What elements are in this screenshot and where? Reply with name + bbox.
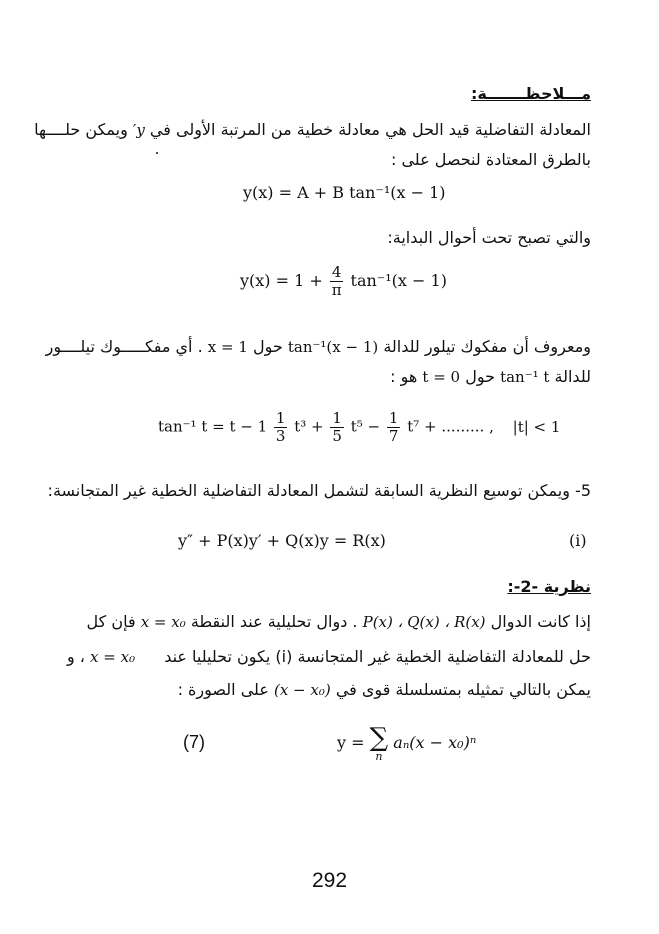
series-f3-den: 7 xyxy=(388,427,399,445)
series-f3-num: 1 xyxy=(388,409,399,427)
note-line4-c: . أي مفكـــــوك تيلــــور xyxy=(45,337,203,356)
series-t5: t⁵ − xyxy=(350,417,381,436)
theorem-p1-c: فإن كل xyxy=(86,612,136,631)
note-line5-b: حول xyxy=(465,367,495,386)
series-f2-den: 5 xyxy=(332,427,342,445)
theorem-p1-a: إذا كانت الدوال xyxy=(490,612,591,631)
note-line3: والتي تصبح تحت أحوال البداية: xyxy=(387,228,591,247)
eq2-lhs: y(x) = 1 + xyxy=(240,271,323,290)
eq2-rhs: tan⁻¹(x − 1) xyxy=(350,271,447,290)
theorem-line1 xyxy=(87,612,592,631)
item5-text: 5- ويمكن توسيع النظرية السابقة لتشمل المعادلة التفاضلية الخطية غير المتجانسة: xyxy=(47,481,591,500)
sigma-glyph: ∑ xyxy=(369,723,389,753)
series-frac-2 xyxy=(330,410,344,445)
taylor-series xyxy=(158,410,560,445)
note-line5-pt: t = 0 xyxy=(422,368,461,386)
theorem-p3-term: (x − x₀) xyxy=(273,681,331,699)
theorem-p1-f: P(x) ، Q(x) ، R(x) xyxy=(362,613,486,631)
eq2-den: π xyxy=(331,281,342,299)
theorem-p1-b: . دوال تحليلية عند النقطة xyxy=(190,612,358,631)
stray-dot xyxy=(156,152,158,154)
theorem-p1-pt: x = x₀ xyxy=(140,613,186,631)
series-cond: |t| < 1 xyxy=(512,417,561,436)
note-line5-func: tan⁻¹ t xyxy=(500,368,550,386)
series-frac-1 xyxy=(274,410,288,445)
equation-general-solution: y(x) = A + B tan⁻¹(x − 1) xyxy=(243,183,446,202)
note-line1 xyxy=(34,120,591,139)
series-lhs: tan⁻¹ t = t − 1 xyxy=(158,417,268,436)
series-f1-num: 1 xyxy=(275,409,286,427)
note-line5-a: للدالة xyxy=(554,367,591,386)
series-t7: t⁷ + ......... , xyxy=(407,417,494,436)
series-t3: t³ + xyxy=(294,417,324,436)
note-line4-a: ومعروف أن مفكوك تيلور للدالة xyxy=(383,337,591,356)
note-line2: بالطرق المعتادة لنحصل على : xyxy=(390,150,591,169)
sigma-index: n xyxy=(375,750,383,763)
note-line5 xyxy=(390,367,591,386)
eq2-fraction xyxy=(330,264,344,299)
power-series-equation xyxy=(337,725,476,762)
note-line5-c: هو : xyxy=(390,367,418,386)
summation-symbol xyxy=(370,725,389,762)
theorem-p2-b: ، و xyxy=(66,647,85,666)
note-line1-var: y′ xyxy=(132,121,145,139)
power-series-lhs: y = xyxy=(337,733,365,752)
equation-nonhomogeneous: y″ + P(x)y′ + Q(x)y = R(x) xyxy=(178,531,386,550)
theorem-line3 xyxy=(178,680,591,699)
theorem-heading: نظرية -2-: xyxy=(507,577,591,596)
theorem-p3-a: يمكن بالتالي تمثيله بمتسلسلة قوى في xyxy=(335,680,591,699)
theorem-line2 xyxy=(67,647,591,666)
series-frac-3 xyxy=(387,410,401,445)
theorem-p3-b: على الصورة : xyxy=(177,680,269,699)
note-line4-pt: x = 1 xyxy=(207,338,248,356)
note-heading: مـــلاحظـــــــة: xyxy=(471,84,591,103)
note-line1-b: ويمكن حلــــها xyxy=(34,120,128,139)
theorem-p2-a: حل للمعادلة التفاضلية الخطية غير المتجانسة (i) يكون تحليليا عند xyxy=(164,647,591,666)
equation-label-7: (7) xyxy=(183,732,205,752)
eq2-num: 4 xyxy=(331,263,342,281)
series-f1-den: 3 xyxy=(275,427,286,445)
power-series-rhs: aₙ(x − x₀)ⁿ xyxy=(393,733,477,752)
note-line4 xyxy=(46,337,591,356)
note-line4-func: tan⁻¹(x − 1) xyxy=(287,338,379,356)
equation-label-i: (i) xyxy=(569,531,587,550)
equation-particular-solution xyxy=(240,264,447,299)
page-number: 292 xyxy=(311,869,348,892)
theorem-p2-pt: x = x₀ xyxy=(90,648,136,666)
note-line4-b: حول xyxy=(252,337,283,356)
note-line1-a: المعادلة التفاضلية قيد الحل هي معادلة خطية من المرتبة الأولى في xyxy=(149,120,591,139)
series-f2-num: 1 xyxy=(332,409,342,427)
